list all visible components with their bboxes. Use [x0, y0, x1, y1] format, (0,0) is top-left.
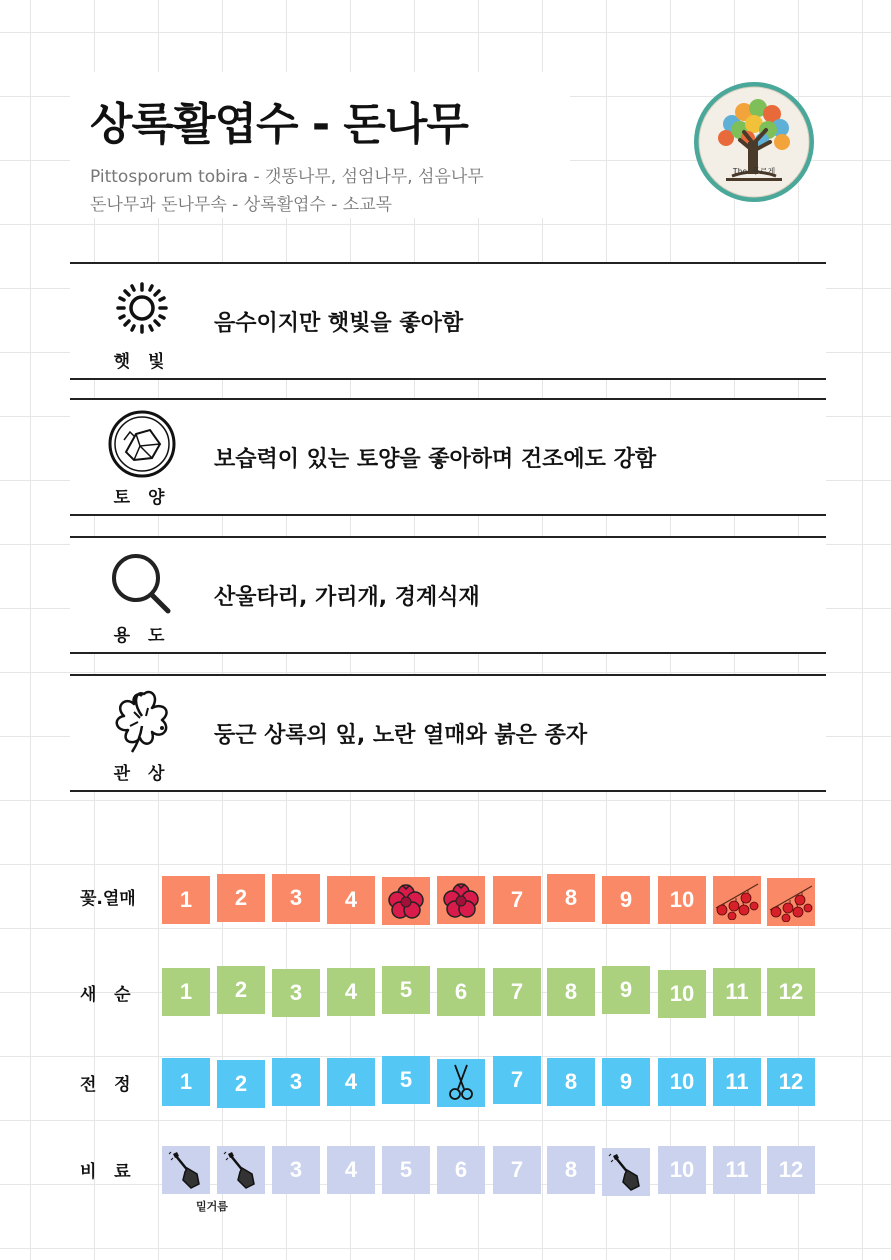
calendar-cell-flower-6 [437, 876, 485, 924]
subtitle-line1: Pittosporum tobira - 갯똥나무, 섬엄나무, 섬음나무 [90, 167, 484, 187]
calendar-cell-flower-3 [272, 874, 320, 922]
month-number: 12 [778, 1157, 804, 1182]
scissors-icon [446, 1063, 476, 1103]
calendar-cell-prune-12 [767, 1058, 815, 1106]
month-number: 1 [179, 1069, 193, 1094]
calendar-cell-prune-7 [493, 1056, 541, 1104]
soil-rock-icon [106, 406, 178, 478]
calendar-cell-fert-2 [217, 1146, 265, 1194]
month-number: 7 [510, 979, 524, 1004]
month-number: 4 [344, 887, 358, 912]
calendar-cell-flower-10 [658, 876, 706, 924]
info-row-usage [70, 536, 826, 654]
info-label-ornamental: 관 상 [113, 764, 171, 784]
month-number: 7 [510, 887, 524, 912]
month-number: 8 [564, 1157, 578, 1182]
flower-icon [441, 880, 481, 920]
calendar-cell-prune-11 [713, 1058, 761, 1106]
month-number: 9 [619, 1069, 633, 1094]
month-number: 10 [669, 1069, 695, 1094]
tree-logo-icon [692, 80, 816, 204]
month-number: 5 [399, 1067, 413, 1092]
month-number: 9 [619, 977, 633, 1002]
flower-icon [386, 881, 426, 921]
month-number: 1 [179, 887, 193, 912]
calendar-cell-prune-8 [547, 1058, 595, 1106]
month-number: 8 [564, 885, 578, 910]
calendar-cell-sprout-4 [327, 968, 375, 1016]
info-row-ornamental [70, 674, 826, 792]
calendar-cell-prune-5 [382, 1056, 430, 1104]
month-number: 11 [725, 1157, 749, 1182]
month-number: 6 [454, 979, 468, 1004]
calendar-cell-fert-12 [767, 1146, 815, 1194]
berries-icon [714, 880, 760, 920]
calendar-cell-flower-1 [162, 876, 210, 924]
logo-text: The 푸르게 [732, 167, 776, 176]
calendar-cell-prune-10 [658, 1058, 706, 1106]
calendar-cell-sprout-3 [272, 969, 320, 1017]
calendar-cell-prune-3 [272, 1058, 320, 1106]
calendar-cell-fert-4 [327, 1146, 375, 1194]
shovel-icon [607, 1152, 645, 1192]
clover-icon [106, 682, 178, 754]
calendar-cell-fert-8 [547, 1146, 595, 1194]
month-number: 7 [510, 1067, 524, 1092]
month-number: 9 [619, 887, 633, 912]
month-number: 2 [234, 885, 248, 910]
calendar-cell-flower-7 [493, 876, 541, 924]
calendar-cell-fert-3 [272, 1146, 320, 1194]
month-number: 10 [669, 1157, 695, 1182]
month-number: 8 [564, 1069, 578, 1094]
calendar-label-sprout: 새 순 [80, 985, 131, 1005]
month-number: 5 [399, 977, 413, 1002]
month-number: 7 [510, 1157, 524, 1182]
calendar-cell-flower-9 [602, 876, 650, 924]
calendar-cell-fert-1 [162, 1146, 210, 1194]
sun-icon [106, 270, 178, 342]
shovel-icon [167, 1150, 205, 1190]
calendar-cell-prune-2 [217, 1060, 265, 1108]
subtitle-line2: 돈나무과 돈나무속 - 상록활엽수 - 소교목 [90, 195, 393, 215]
calendar-cell-sprout-6 [437, 968, 485, 1016]
calendar-cell-flower-2 [217, 874, 265, 922]
month-number: 1 [179, 979, 193, 1004]
month-number: 3 [289, 1157, 303, 1182]
calendar-cell-sprout-8 [547, 968, 595, 1016]
month-number: 3 [289, 980, 303, 1005]
page-title: 상록활엽수 - 돈나무 [90, 99, 468, 150]
month-number: 10 [669, 887, 695, 912]
calendar-cell-sprout-5 [382, 966, 430, 1014]
calendar-cell-flower-12 [767, 878, 815, 926]
month-number: 2 [234, 1071, 248, 1096]
calendar-cell-sprout-12 [767, 968, 815, 1016]
calendar-cell-fert-6 [437, 1146, 485, 1194]
calendar-cell-prune-6 [437, 1059, 485, 1107]
month-number: 11 [725, 979, 749, 1004]
header-card [70, 72, 570, 218]
month-number: 5 [399, 1157, 413, 1182]
month-number: 3 [289, 1069, 303, 1094]
month-number: 2 [234, 977, 248, 1002]
shovel-icon [222, 1150, 260, 1190]
calendar-cell-flower-8 [547, 874, 595, 922]
calendar-cell-prune-9 [602, 1058, 650, 1106]
calendar-cell-sprout-10 [658, 970, 706, 1018]
calendar-cell-fert-9 [602, 1148, 650, 1196]
berries-icon [768, 882, 814, 922]
calendar-cell-flower-11 [713, 876, 761, 924]
month-number: 4 [344, 1069, 358, 1094]
calendar-cell-prune-1 [162, 1058, 210, 1106]
month-number: 4 [344, 979, 358, 1004]
calendar-cell-sprout-2 [217, 966, 265, 1014]
info-text-usage: 산울타리, 가리개, 경계식재 [214, 584, 480, 610]
fertilizer-note: 밑거름 [196, 1200, 228, 1213]
info-text-soil: 보습력이 있는 토양을 좋아하며 건조에도 강함 [214, 446, 657, 472]
month-number: 10 [669, 981, 695, 1006]
month-number: 12 [778, 979, 804, 1004]
info-label-soil: 토 양 [113, 488, 171, 508]
month-number: 12 [778, 1069, 804, 1094]
month-number: 4 [344, 1157, 358, 1182]
info-label-sunlight: 햇 빛 [113, 352, 171, 372]
calendar-cell-prune-4 [327, 1058, 375, 1106]
calendar-cell-flower-5 [382, 877, 430, 925]
calendar-cell-sprout-1 [162, 968, 210, 1016]
info-row-sunlight [70, 262, 826, 380]
calendar-cell-sprout-9 [602, 966, 650, 1014]
calendar-label-flower: 꽃.열매 [80, 889, 136, 909]
calendar-cell-fert-7 [493, 1146, 541, 1194]
info-label-usage: 용 도 [113, 626, 171, 646]
calendar-cell-fert-5 [382, 1146, 430, 1194]
calendar-cell-fert-10 [658, 1146, 706, 1194]
info-text-sunlight: 음수이지만 햇빛을 좋아함 [214, 310, 464, 336]
month-number: 8 [564, 979, 578, 1004]
calendar-label-prune: 전 정 [80, 1075, 131, 1095]
calendar-cell-fert-11 [713, 1146, 761, 1194]
calendar-cell-sprout-7 [493, 968, 541, 1016]
calendar-label-fert: 비 료 [80, 1162, 131, 1182]
calendar-cell-flower-4 [327, 876, 375, 924]
magnifier-icon [106, 544, 178, 616]
info-text-ornamental: 둥근 상록의 잎, 노란 열매와 붉은 종자 [214, 722, 588, 748]
month-number: 3 [289, 885, 303, 910]
calendar-cell-sprout-11 [713, 968, 761, 1016]
month-number: 11 [725, 1069, 749, 1094]
info-row-soil [70, 398, 826, 516]
month-number: 6 [454, 1157, 468, 1182]
